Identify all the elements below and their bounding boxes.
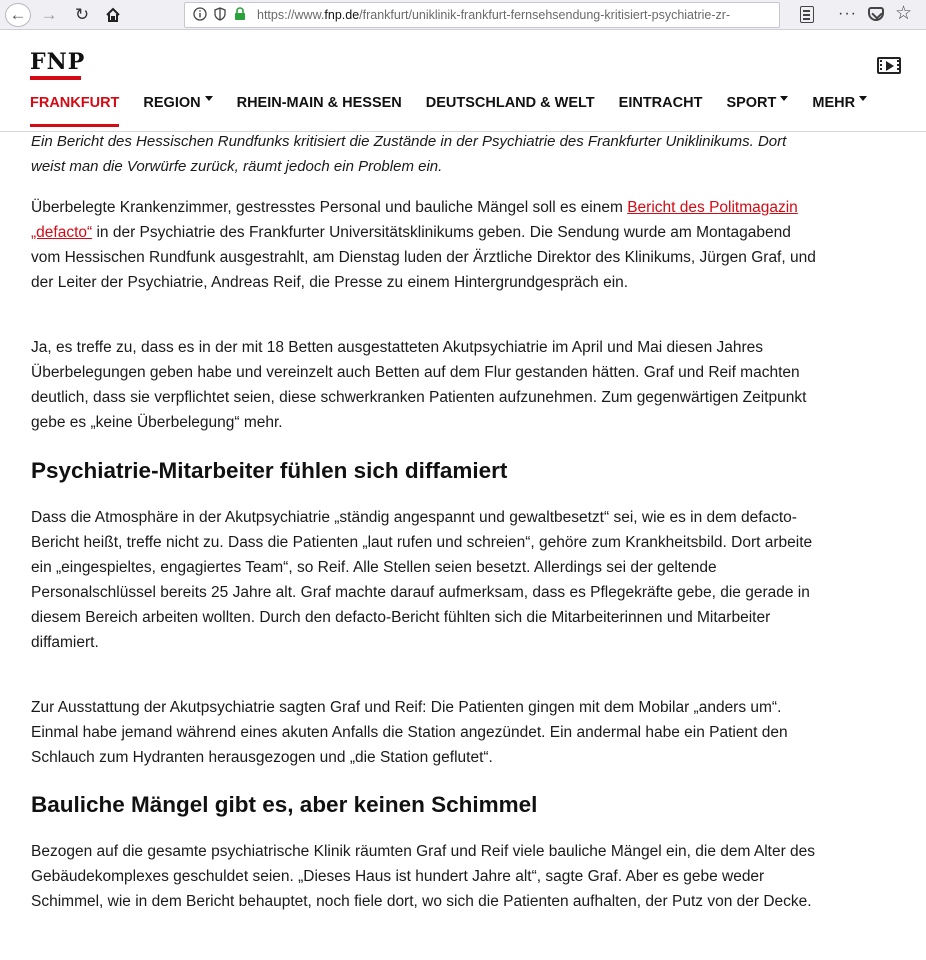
article-paragraph: Dass die Atmosphäre in der Akutpsychiatrie „ständig angespannt und gewaltbesetzt“ sei, wie es in dem defacto-Bericht heißt, treffe nicht zu. Dass die Patienten „laut rufen und schreien“, gehöre zum Krankheitsbild. Dort arbeite ein „eingespieltes, engagiertes Team“, so Reif. Alle Stellen seien besetzt. Allerdings sei der geltende Personalschlüssel bereits 25 Jahre alt. Graf machte darauf aufmerksam, dass es Pflegekräfte gebe, die gerade in diesem Bereich arbeiten wollten. Durch den defacto-Bericht fühlten sich die Mitarbeiterinnen und Mitarbeiter diffamiert. — [31, 509, 813, 651]
url-path: /frankfurt/uniklinik-frankfurt-fernsehsendung-kritisiert-psychiatrie-zr- — [359, 8, 731, 22]
article-paragraph: Bezogen auf die gesamte psychiatrische Klinik räumten Graf und Reif viele bauliche Mängel ein, die dem Alter des Gebäudekomplexes geschuldet seien. „Dieses Haus ist hundert Jahre alt“, sagte Graf. Aber es gebe weder Schimmel, wie in dem Bericht behauptet, noch fiele dort, wo sich die Patienten aufhalten, der Putz von der Decke. — [31, 843, 816, 910]
paragraph-text: Überbelegte Krankenzimmer, gestresstes Personal und bauliche Mängel soll es einem — [31, 199, 628, 216]
lock-icon[interactable] — [233, 7, 247, 21]
nav-item-eintracht[interactable] — [619, 95, 703, 121]
article-body — [31, 129, 821, 914]
article-paragraph: Ja, es treffe zu, dass es in der mit 18 Betten ausgestatteten Akutpsychiatrie im April und Mai diesen Jahres Überbelegungen geben habe und vereinzelt auch Betten auf dem Flur gestanden hätten. Graf und Reif machten deutlich, dass sie verpflichtet seien, diese schwerkranken Patienten aufzunehmen. Zum gegenwärtigen Zeitpunkt gebe es „keine Überbelegung“ mehr. — [31, 339, 807, 431]
forward-arrow-icon[interactable]: → — [40, 5, 58, 24]
video-icon[interactable] — [877, 57, 901, 74]
paragraph-text: in der Psychiatrie des Frankfurter Universitätsklinikums geben. Die Sendung wurde am Montagabend vom Hessischen Rundfunk ausgestrahlt, am Dienstag luden der Ärztliche Direktor des Klinikums, Jürgen Graf, und der Leiter der Psychiatrie, Andreas Reif, die Presse zu einem Hintergrundgespräch ein. — [31, 224, 816, 291]
browser-toolbar — [0, 0, 926, 30]
nav-label: REGION — [143, 95, 201, 111]
bookmark-star-icon[interactable]: ☆ — [895, 3, 913, 24]
nav-item-sport[interactable] — [726, 95, 788, 121]
nav-label: FRANKFURT — [30, 95, 120, 111]
section-heading: Psychiatrie-Mitarbeiter fühlen sich diffamiert — [31, 458, 508, 483]
tracking-shield-icon[interactable] — [213, 7, 227, 21]
reload-icon[interactable]: ↻ — [74, 5, 90, 24]
nav-label: EINTRACHT — [618, 95, 703, 111]
nav-item-deutschland-welt[interactable] — [426, 95, 595, 121]
nav-item-rhein-main-hessen[interactable] — [237, 95, 402, 121]
back-arrow-icon[interactable]: ← — [5, 3, 31, 27]
nav-label: DEUTSCHLAND & WELT — [425, 95, 595, 111]
nav-item-mehr[interactable] — [812, 95, 867, 121]
url-text[interactable] — [257, 8, 730, 22]
url-prefix: https://www. — [257, 8, 325, 22]
caret-down-icon — [205, 96, 213, 101]
pocket-icon[interactable] — [868, 7, 884, 21]
url-domain: fnp.de — [324, 8, 360, 22]
site-logo[interactable]: FNP — [30, 49, 86, 75]
nav-item-region[interactable] — [143, 95, 212, 121]
nav-label: SPORT — [726, 95, 777, 111]
site-header — [0, 31, 926, 132]
caret-down-icon — [859, 96, 867, 101]
info-icon[interactable] — [193, 7, 207, 21]
nav-label: MEHR — [812, 95, 856, 111]
defacto-report-link[interactable]: Bericht des Politmagazin „defacto“ — [31, 199, 798, 241]
caret-down-icon — [780, 96, 788, 101]
article-paragraph — [31, 195, 821, 295]
nav-item-frankfurt[interactable] — [30, 95, 119, 121]
url-bar[interactable] — [184, 2, 780, 28]
nav-label: RHEIN-MAIN & HESSEN — [236, 95, 402, 111]
article-teaser: Ein Bericht des Hessischen Rundfunks kritisiert die Zustände in der Psychiatrie des Frankfurter Uniklinikums. Dort weist man die Vorwürfe zurück, räumt jedoch ein Problem ein. — [31, 133, 787, 175]
home-icon[interactable] — [101, 3, 125, 27]
logo-underline — [30, 76, 81, 80]
more-actions-icon[interactable]: ··· — [838, 5, 857, 22]
main-navigation — [30, 95, 891, 121]
reader-view-icon[interactable] — [800, 6, 814, 23]
article-paragraph: Zur Ausstattung der Akutpsychiatrie sagten Graf und Reif: Die Patienten gingen mit dem Mobilar „anders um“. Einmal habe jemand während eines akuten Anfalls die Station angezündet. Ein andermal habe ein Patient den Schlauch zum Hydranten herausgezogen und „die Station geflutet“. — [31, 699, 788, 766]
section-heading: Bauliche Mängel gibt es, aber keinen Schimmel — [31, 792, 538, 817]
